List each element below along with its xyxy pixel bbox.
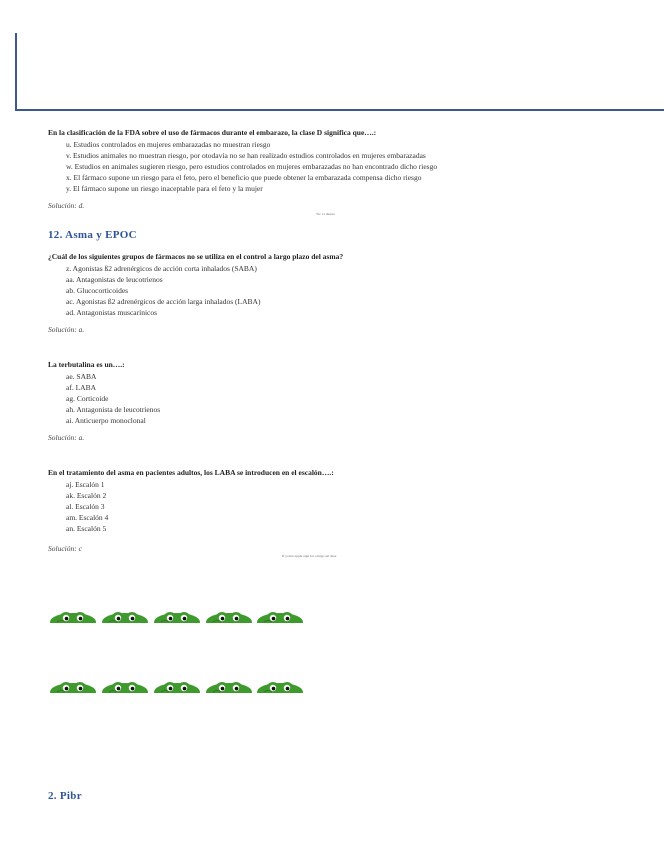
option-ak: ak. Escalón 2 bbox=[66, 491, 107, 500]
option-v: v. Estudios animales no muestran riesgo, por otodavía no se han realizado estudios controlados en mujeres embarazadas bbox=[66, 151, 426, 160]
option-aj: aj. Escalón 1 bbox=[66, 480, 105, 489]
option-af: af. LABA bbox=[66, 383, 96, 392]
solution-q2: Solución: a. bbox=[48, 325, 85, 334]
option-x: x. El fármaco supone un riesgo para el feto, pero el beneficio que puede obtener la embarazada compensa dicho riesgo bbox=[66, 173, 422, 182]
frog-sticker-image bbox=[49, 679, 97, 693]
option-ah: ah. Antagonista de leucotrienos bbox=[66, 405, 161, 414]
option-ac: ac. Agonistas ß2 adrenérgicos de acción larga inhalados (LABA) bbox=[66, 297, 261, 306]
option-w: w. Estudios en animales sugieren riesgo, pero estudios controlados en mujeres embarazadas no han encontrado dicho riesgo bbox=[66, 162, 438, 171]
solution-q1: Solución: d. bbox=[48, 201, 85, 210]
frog-sticker-image bbox=[256, 679, 304, 693]
frog-sticker-image bbox=[49, 609, 97, 623]
frog-sticker-image bbox=[256, 609, 304, 623]
option-z: z. Agonistas ß2 adrenérgicos de acción corta inhalados (SABA) bbox=[66, 264, 257, 273]
option-al: al. Escalón 3 bbox=[66, 502, 105, 511]
option-ae: ae. SABA bbox=[66, 372, 97, 381]
frog-sticker-image bbox=[101, 609, 149, 623]
option-y: y. El fármaco supone un riesgo inaceptable para el feto y la mujer bbox=[66, 184, 263, 193]
question-terbutalina: La terbutalina es un….: bbox=[48, 360, 125, 369]
section-heading-asma-epoc: 12. Asma y EPOC bbox=[48, 229, 137, 241]
option-ai: ai. Anticuerpo monoclonal bbox=[66, 416, 146, 425]
option-ad: ad. Antagonistas muscarínicos bbox=[66, 308, 158, 317]
page-header-frame bbox=[15, 33, 664, 111]
annotation-note-1: Tu: 11 desoto bbox=[316, 212, 335, 216]
solution-q3: Solución: a. bbox=[48, 433, 85, 442]
option-ab: ab. Glucocorticoides bbox=[66, 286, 129, 295]
annotation-note-2: If you're eppie aqui for a hugo sai dese bbox=[282, 554, 337, 558]
frog-sticker-image bbox=[101, 679, 149, 693]
question-asma-control: ¿Cuál de los siguientes grupos de fármacos no se utiliza en el control a largo plazo del asma? bbox=[48, 252, 344, 261]
frog-sticker-image bbox=[205, 609, 253, 623]
question-fda-class-d: En la clasificación de la FDA sobre el uso de fármacos durante el embarazo, la clase D significa que….: bbox=[48, 128, 377, 137]
section-heading-piel: 2. Pibr bbox=[48, 790, 82, 802]
option-an: an. Escalón 5 bbox=[66, 524, 107, 533]
frog-sticker-image bbox=[153, 679, 201, 693]
solution-q4: Solución: c bbox=[48, 544, 82, 553]
option-aa: aa. Antagonistas de leucotrienos bbox=[66, 275, 163, 284]
option-u: u. Estudios controlados en mujeres embarazadas no muestran riesgo bbox=[66, 140, 271, 149]
option-am: am. Escalón 4 bbox=[66, 513, 109, 522]
frog-sticker-image bbox=[153, 609, 201, 623]
frog-sticker-image bbox=[205, 679, 253, 693]
option-ag: ag. Corticoide bbox=[66, 394, 109, 403]
question-laba-escalon: En el tratamiento del asma en pacientes adultos, los LABA se introducen en el escalón….: bbox=[48, 468, 334, 477]
